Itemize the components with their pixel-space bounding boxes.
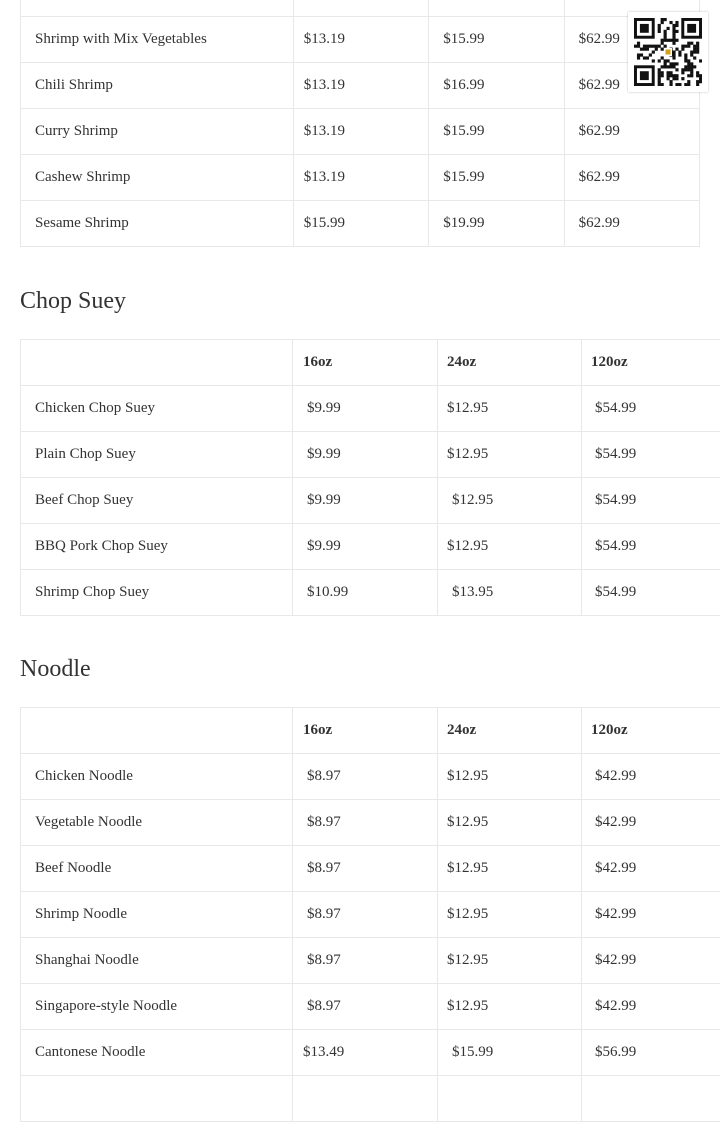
price-16oz: $8.97 <box>293 846 438 892</box>
price-24oz: $12.95 <box>438 984 582 1030</box>
price-16oz: $15.99 <box>293 201 428 247</box>
table-row <box>21 1076 720 1122</box>
price-120oz: $56.99 <box>582 1030 720 1076</box>
qr-code-image <box>634 18 702 86</box>
table-row <box>21 432 720 478</box>
table-row <box>21 570 720 616</box>
item-name: Singapore-style Noodle <box>21 984 293 1030</box>
item-name: Chicken Noodle <box>21 754 293 800</box>
price-16oz: $13.49 <box>293 1030 438 1076</box>
price-24oz: $13.95 <box>438 570 582 616</box>
price-120oz: $42.99 <box>582 892 720 938</box>
item-name: Shrimp with Mix Vegetables <box>21 17 294 63</box>
item-name: Cashew Shrimp <box>21 155 294 201</box>
table-row <box>21 478 720 524</box>
table-row <box>21 109 700 155</box>
item-name: Cantonese Noodle <box>21 1030 293 1076</box>
column-header-16oz: 16oz <box>293 708 438 754</box>
table-row <box>21 846 720 892</box>
price-120oz: $54.99 <box>582 570 720 616</box>
column-header-24oz: 24oz <box>438 340 582 386</box>
price-24oz: $12.95 <box>438 754 582 800</box>
chop-suey-menu-table <box>20 339 720 616</box>
item-name: Beef Chop Suey <box>21 478 293 524</box>
price-16oz: $13.19 <box>293 155 428 201</box>
price-24oz: $12.95 <box>438 432 582 478</box>
table-row <box>21 155 700 201</box>
table-row <box>21 386 720 432</box>
table-cell <box>429 0 564 17</box>
item-name: Plain Chop Suey <box>21 432 293 478</box>
table-cell <box>21 0 294 17</box>
price-120oz: $42.99 <box>582 754 720 800</box>
item-name: BBQ Pork Chop Suey <box>21 524 293 570</box>
item-name: Chicken Chop Suey <box>21 386 293 432</box>
table-row <box>21 984 720 1030</box>
table-cell <box>438 1076 582 1122</box>
item-name: Shrimp Noodle <box>21 892 293 938</box>
price-120oz: $42.99 <box>582 846 720 892</box>
price-24oz: $16.99 <box>429 63 564 109</box>
table-row <box>21 1030 720 1076</box>
table-row <box>21 0 700 17</box>
table-header-row <box>21 708 720 754</box>
price-16oz: $13.19 <box>293 17 428 63</box>
price-120oz: $62.99 <box>564 17 699 63</box>
price-16oz: $13.19 <box>293 109 428 155</box>
price-120oz: $54.99 <box>582 524 720 570</box>
column-header-120oz: 120oz <box>582 340 720 386</box>
table-cell <box>21 1076 293 1122</box>
price-24oz: $12.95 <box>438 478 582 524</box>
price-16oz: $9.99 <box>293 386 438 432</box>
table-row <box>21 938 720 984</box>
table-row <box>21 63 700 109</box>
column-header <box>21 708 293 754</box>
price-120oz: $62.99 <box>564 155 699 201</box>
noodle-menu-table <box>20 707 720 1122</box>
item-name: Chili Shrimp <box>21 63 294 109</box>
price-16oz: $13.19 <box>293 63 428 109</box>
table-row <box>21 201 700 247</box>
table-cell <box>293 1076 438 1122</box>
price-16oz: $9.99 <box>293 478 438 524</box>
section-title-noodle: Noodle <box>20 656 91 683</box>
item-name: Vegetable Noodle <box>21 800 293 846</box>
price-24oz: $15.99 <box>429 155 564 201</box>
price-120oz: $62.99 <box>564 109 699 155</box>
price-24oz: $19.99 <box>429 201 564 247</box>
table-row <box>21 524 720 570</box>
price-16oz: $8.97 <box>293 892 438 938</box>
price-24oz: $12.95 <box>438 892 582 938</box>
price-16oz: $8.97 <box>293 984 438 1030</box>
price-16oz: $9.99 <box>293 524 438 570</box>
price-120oz: $42.99 <box>582 984 720 1030</box>
table-row <box>21 754 720 800</box>
item-name: Curry Shrimp <box>21 109 294 155</box>
column-header-24oz: 24oz <box>438 708 582 754</box>
price-24oz: $15.99 <box>429 109 564 155</box>
column-header <box>21 340 293 386</box>
price-120oz: $54.99 <box>582 478 720 524</box>
price-16oz: $8.97 <box>293 938 438 984</box>
table-header-row <box>21 340 720 386</box>
price-16oz: $9.99 <box>293 432 438 478</box>
price-16oz: $10.99 <box>293 570 438 616</box>
price-24oz: $12.95 <box>438 800 582 846</box>
price-16oz: $8.97 <box>293 754 438 800</box>
table-cell <box>293 0 428 17</box>
price-24oz: $12.95 <box>438 524 582 570</box>
item-name: Sesame Shrimp <box>21 201 294 247</box>
qr-code-icon[interactable] <box>628 12 708 92</box>
column-header-16oz: 16oz <box>293 340 438 386</box>
price-16oz: $8.97 <box>293 800 438 846</box>
price-120oz: $42.99 <box>582 938 720 984</box>
item-name: Shanghai Noodle <box>21 938 293 984</box>
price-120oz: $54.99 <box>582 386 720 432</box>
table-cell <box>582 1076 720 1122</box>
section-title-chop-suey: Chop Suey <box>20 288 126 315</box>
price-120oz: $54.99 <box>582 432 720 478</box>
shrimp-menu-table <box>20 0 700 247</box>
price-120oz: $62.99 <box>564 201 699 247</box>
price-24oz: $15.99 <box>429 17 564 63</box>
price-24oz: $15.99 <box>438 1030 582 1076</box>
item-name: Beef Noodle <box>21 846 293 892</box>
price-24oz: $12.95 <box>438 846 582 892</box>
price-24oz: $12.95 <box>438 938 582 984</box>
table-row <box>21 800 720 846</box>
column-header-120oz: 120oz <box>582 708 720 754</box>
price-24oz: $12.95 <box>438 386 582 432</box>
price-120oz: $62.99 <box>564 63 699 109</box>
table-row <box>21 17 700 63</box>
item-name: Shrimp Chop Suey <box>21 570 293 616</box>
price-120oz: $42.99 <box>582 800 720 846</box>
table-row <box>21 892 720 938</box>
